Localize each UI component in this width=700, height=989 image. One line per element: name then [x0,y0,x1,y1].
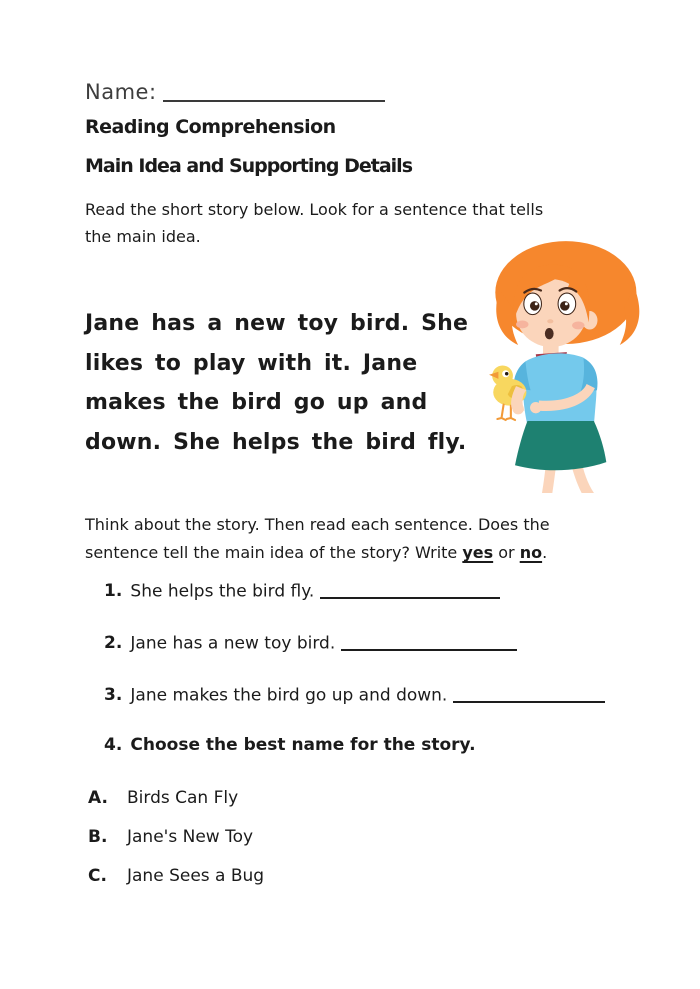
choice-text: Jane's New Toy [127,827,254,847]
choice-text: Jane Sees a Bug [127,866,265,886]
intro-line: Read the short story below. Look for a sentence that tells [85,200,544,219]
question-number: 1. [104,581,123,602]
think-line-prefix: sentence tell the main idea of the story? Write [85,543,463,562]
name-row [85,78,385,104]
intro-line: the main idea. [85,227,201,246]
choice-c[interactable] [88,866,264,886]
choice-a[interactable] [88,788,238,808]
choice-letter: A. [88,788,108,808]
question-1 [104,579,500,601]
question-3 [104,683,605,705]
answer-blank-1[interactable] [320,582,500,599]
worksheet-title: Reading Comprehension [85,116,336,138]
question-2 [104,631,517,653]
answer-blank-2[interactable] [341,634,517,651]
name-blank-field[interactable] [163,81,385,102]
intro-instructions [85,196,543,250]
question-number: 4. [104,735,123,755]
think-line [85,539,550,567]
choice-b[interactable] [88,827,253,847]
question-4 [104,735,476,755]
choice-letter: C. [88,866,107,886]
story-line: likes to play with it. Jane [85,350,418,376]
story-line: Jane has a new toy bird. She [85,311,469,336]
question-number: 3. [104,685,123,706]
choice-text: Birds Can Fly [127,788,239,808]
yes-word: yes [462,543,494,562]
name-label: Name: [85,79,157,104]
question-text: She helps the bird fly. [130,581,315,602]
worksheet-subtitle: Main Idea and Supporting Details [85,155,413,177]
question-text: Jane makes the bird go up and down. [130,685,448,706]
period: . [542,543,548,562]
question-number: 2. [104,633,123,654]
no-word: no [519,543,543,562]
think-instructions [85,511,550,567]
answer-blank-3[interactable] [453,686,605,703]
or-word: or [493,543,520,562]
choice-letter: B. [88,827,108,847]
story-text [85,304,468,462]
girl-holding-toy-bird-illustration [487,236,653,493]
question-text: Choose the best name for the story. [130,735,476,755]
story-line: makes the bird go up and [85,390,428,415]
question-text: Jane has a new toy bird. [130,633,336,654]
story-line: down. She helps the bird fly. [85,429,467,455]
think-line: Think about the story. Then read each sentence. Does the [85,515,550,534]
